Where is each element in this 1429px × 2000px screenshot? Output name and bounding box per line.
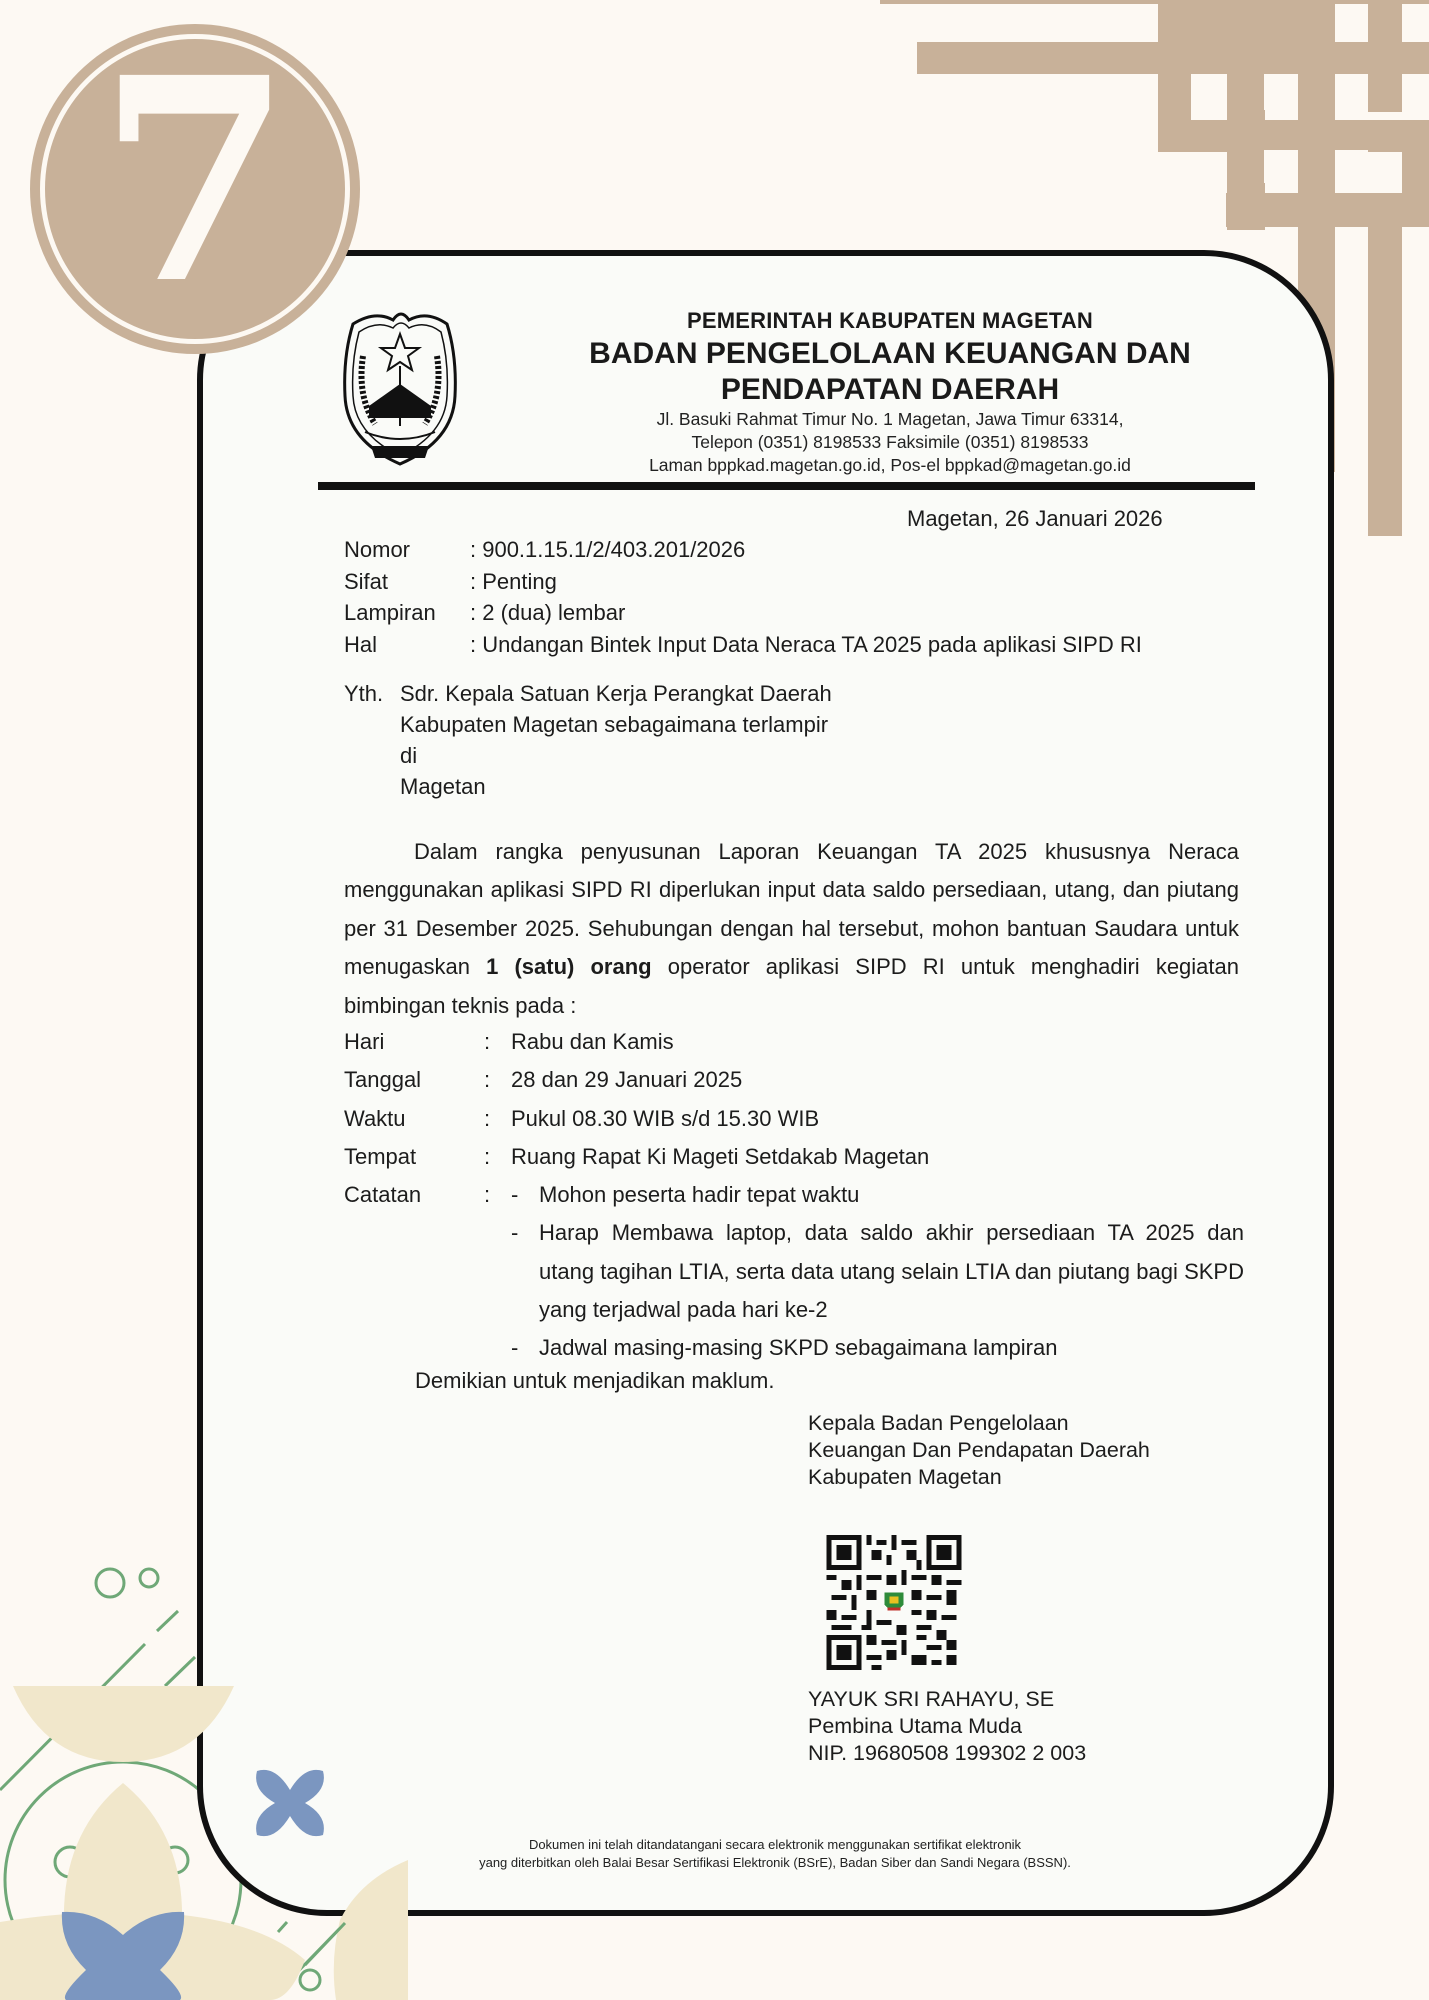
bottom-left-flower-decoration <box>0 1540 420 2000</box>
signer-rank: Pembina Utama Muda <box>808 1714 1022 1738</box>
schedule-value: 28 dan 29 Januari 2025 <box>511 1067 743 1093</box>
recipient-line-text: di <box>400 743 418 768</box>
meta-row-sifat <box>344 566 1142 598</box>
letter-meta <box>344 534 1142 660</box>
signature-title-line: Kepala Badan Pengelolaan <box>808 1411 1069 1435</box>
schedule-label: Tempat <box>344 1143 417 1169</box>
agency-name-line1: BADAN PENGELOLAAN KEUANGAN DAN <box>589 337 1191 370</box>
agency-phone: Telepon (0351) 8198533 Faksimile (0351) 8198533 <box>691 432 1089 452</box>
regency-emblem-icon <box>335 306 465 470</box>
note-text: Jadwal masing-masing SKPD sebagaimana lampiran <box>539 1335 1058 1361</box>
meta-row-lampiran <box>344 597 1142 629</box>
recipient-prefix: Yth. <box>344 681 384 706</box>
meta-value: : 900.1.15.1/2/403.201/2026 <box>470 537 746 562</box>
letterhead-divider <box>318 482 1255 490</box>
note-item <box>511 1214 1244 1329</box>
schedule-row-catatan <box>344 1176 1244 1361</box>
note-item <box>511 1329 1244 1367</box>
signature-title <box>808 1410 1150 1491</box>
note-bullet: - <box>511 1182 519 1208</box>
body-text-part2: operator aplikasi SIPD RI untuk menghadiri kegiatan bimbingan teknis pada : <box>344 954 1239 1018</box>
signature-title-line: Kabupaten Magetan <box>808 1465 1002 1489</box>
agency-address: Jl. Basuki Rahmat Timur No. 1 Magetan, Jawa Timur 63314, <box>656 409 1124 429</box>
schedule-block <box>344 1023 1244 1361</box>
schedule-row-waktu <box>344 1100 1244 1138</box>
schedule-colon: : <box>484 1182 491 1208</box>
meta-value: : Undangan Bintek Input Data Neraca TA 2025 pada aplikasi SIPD RI <box>470 631 1142 657</box>
meta-label: Sifat <box>344 568 389 594</box>
note-item <box>511 1176 1244 1214</box>
schedule-label: Hari <box>344 1029 385 1054</box>
recipient-line-text: Magetan <box>400 774 486 799</box>
body-paragraph <box>344 833 1239 1025</box>
qr-code-signature-icon <box>825 1535 963 1670</box>
footer-line: yang diterbitkan oleh Balai Besar Sertifikasi Elektronik (BSrE), Badan Siber dan Sandi Negara (BSSN). <box>479 1855 1071 1870</box>
schedule-label: Waktu <box>344 1105 406 1131</box>
body-text-bold: 1 (satu) orang <box>486 954 652 980</box>
recipient-line <box>344 771 832 802</box>
schedule-value: Pukul 08.30 WIB s/d 15.30 WIB <box>511 1105 820 1131</box>
meta-label: Lampiran <box>344 600 436 625</box>
signer-block <box>808 1686 1086 1767</box>
note-text: Mohon peserta hadir tepat waktu <box>539 1182 860 1208</box>
letterhead <box>335 302 1255 482</box>
footer-line: Dokumen ini telah ditandatangani secara elektronik menggunakan sertifikat elektronik <box>528 1837 1022 1852</box>
signer-nip: NIP. 19680508 199302 2 003 <box>808 1741 1087 1765</box>
recipient-line <box>344 678 832 709</box>
schedule-row-hari <box>344 1023 1244 1061</box>
body-text-part1: Dalam rangka penyusunan Laporan Keuangan TA 2025 khususnya Neraca menggunakan aplikasi SIPD RI diperlukan input data saldo persediaan, utang, dan piutang per 31 Desember 2025. Sehubungan dengan hal tersebut, mohon bantuan Saudara untuk menugaskan <box>344 839 1239 980</box>
recipient-line-text: Kabupaten Magetan sebagaimana terlampir <box>400 712 829 737</box>
number-badge <box>30 17 360 354</box>
schedule-colon: : <box>484 1143 491 1169</box>
agency-name-line2: PENDAPATAN DAERAH <box>720 373 1060 406</box>
letter-date: Magetan, 26 Januari 2026 <box>907 506 1163 531</box>
recipient-indent <box>344 771 400 802</box>
recipient-indent <box>344 740 400 771</box>
notes-list <box>511 1176 1244 1367</box>
agency-web-email: Laman bppkad.magetan.go.id, Pos-el bppkad@magetan.go.id <box>649 455 1131 475</box>
schedule-colon: : <box>484 1029 491 1054</box>
signer-name: YAYUK SRI RAHAYU, SE <box>808 1687 1055 1711</box>
recipient-line <box>344 709 832 740</box>
schedule-label: Catatan <box>344 1182 422 1208</box>
note-bullet: - <box>511 1335 519 1361</box>
government-name: PEMERINTAH KABUPATEN MAGETAN <box>686 308 1094 333</box>
schedule-colon: : <box>484 1105 491 1131</box>
meta-label: Nomor <box>344 537 411 562</box>
meta-label: Hal <box>344 631 378 657</box>
note-text: Harap Membawa laptop, data saldo akhir persediaan TA 2025 dan utang tagihan LTIA, serta data utang selain LTIA dan piutang bagi SKPD yang terjadwal pada hari ke-2 <box>539 1220 1244 1323</box>
badge-number: 7 <box>97 17 293 346</box>
meta-value: : Penting <box>470 568 557 594</box>
recipient-block <box>344 678 832 802</box>
note-bullet: - <box>511 1220 519 1246</box>
recipient-line-text: Sdr. Kepala Satuan Kerja Perangkat Daerah <box>400 681 832 706</box>
schedule-label: Tanggal <box>344 1067 422 1093</box>
recipient-indent <box>344 709 400 740</box>
closing-statement: Demikian untuk menjadikan maklum. <box>415 1368 775 1393</box>
schedule-value: Ruang Rapat Ki Mageti Setdakab Magetan <box>511 1143 930 1169</box>
electronic-signature-note <box>360 1836 1190 1872</box>
recipient-line <box>344 740 832 771</box>
schedule-colon: : <box>484 1067 491 1093</box>
letterhead-text <box>525 306 1255 477</box>
meta-row-nomor <box>344 534 1142 566</box>
signature-title-line: Keuangan Dan Pendapatan Daerah <box>808 1438 1150 1462</box>
schedule-row-tanggal <box>344 1061 1244 1099</box>
meta-row-hal <box>344 629 1142 661</box>
meta-value: : 2 (dua) lembar <box>470 600 626 625</box>
schedule-row-tempat <box>344 1138 1244 1176</box>
schedule-value: Rabu dan Kamis <box>511 1029 674 1054</box>
